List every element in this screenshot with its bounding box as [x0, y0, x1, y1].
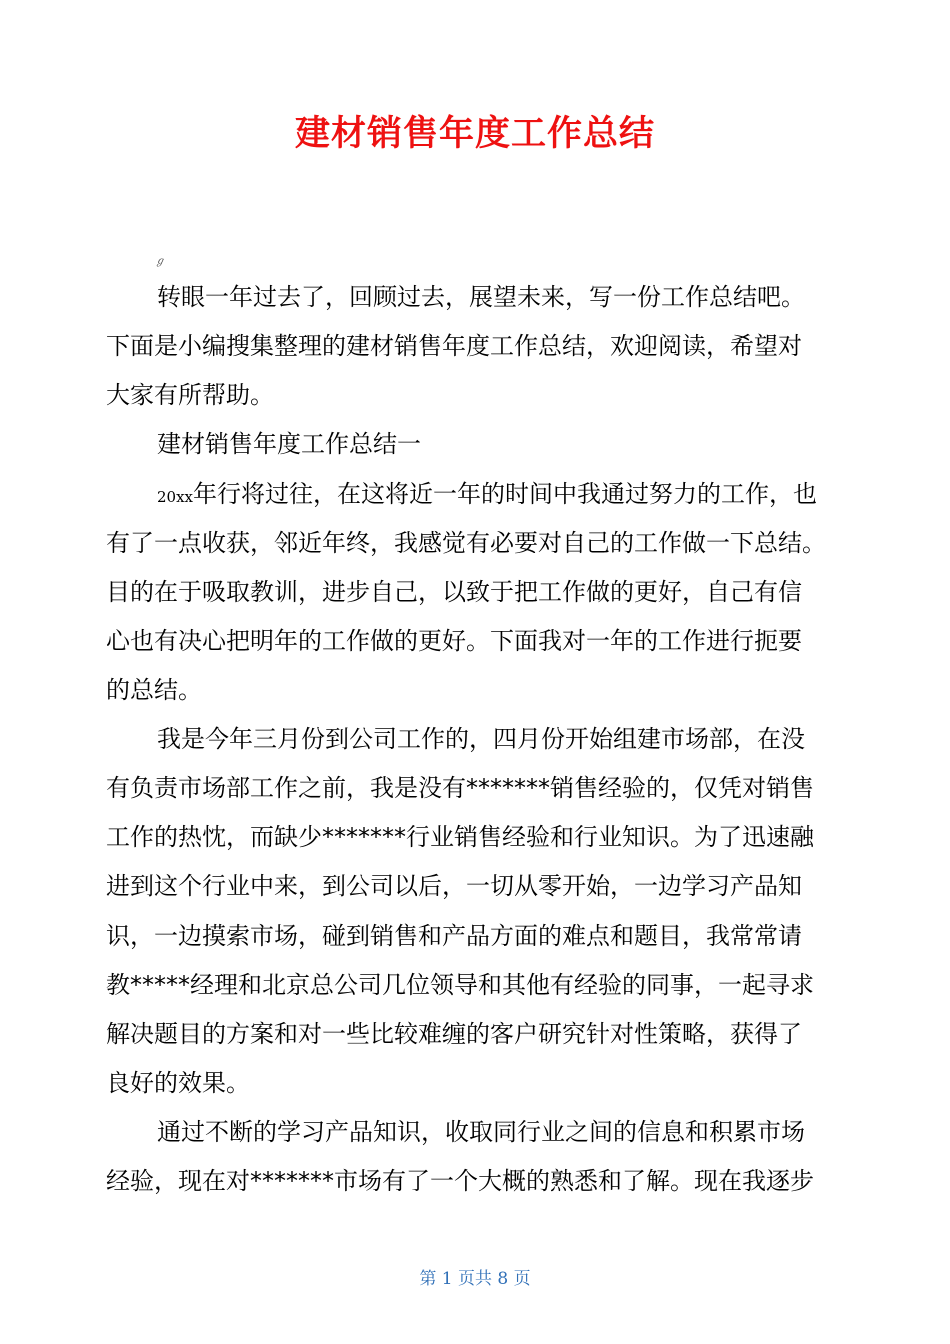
para1-line-4: 心也有决心把明年的工作做的更好。下面我对一年的工作进行扼要	[106, 627, 802, 655]
para2-line-5: 识，一边摸索市场，碰到销售和产品方面的难点和题目，我常常请	[106, 922, 802, 950]
document-title: 建材销售年度工作总结	[294, 114, 655, 154]
intro-line-3: 大家有所帮助。	[106, 381, 274, 409]
margin-mark: ℊ	[155, 256, 165, 267]
para1-line-2: 有了一点收获，邻近年终，我感觉有必要对自己的工作做一下总结。	[106, 529, 826, 557]
page-footer: 第 1 页共 8 页	[419, 1269, 531, 1289]
para2-line-3: 工作的热忱，而缺少*******行业销售经验和行业知识。为了迅速融	[106, 823, 814, 851]
intro-line-2: 下面是小编搜集整理的建材销售年度工作总结，欢迎阅读，希望对	[106, 332, 802, 360]
para2-line-4: 进到这个行业中来，到公司以后，一切从零开始，一边学习产品知	[106, 872, 802, 900]
section-heading: 建材销售年度工作总结一	[157, 430, 421, 458]
para2-line-6: 教*****经理和北京总公司几位领导和其他有经验的同事，一起寻求	[106, 971, 814, 999]
para1-line-1-text: 年行将过往，在这将近一年的时间中我通过努力的工作，也	[193, 480, 818, 508]
para2-line-1: 我是今年三月份到公司工作的，四月份开始组建市场部，在没	[157, 725, 805, 753]
para1-line-1	[157, 478, 817, 513]
para3-line-1: 通过不断的学习产品知识，收取同行业之间的信息和积累市场	[157, 1118, 805, 1146]
para2-line-7: 解决题目的方案和对一些比较难缠的客户研究针对性策略，获得了	[106, 1020, 802, 1048]
para2-line-8: 良好的效果。	[106, 1069, 250, 1097]
para2-line-2: 有负责市场部工作之前，我是没有*******销售经验的，仅凭对销售	[106, 774, 814, 802]
para1-line-3: 目的在于吸取教训，进步自己，以致于把工作做的更好，自己有信	[106, 578, 802, 606]
para1-line-5: 的总结。	[106, 676, 202, 704]
intro-line-1: 转眼一年过去了，回顾过去，展望未来，写一份工作总结吧。	[157, 283, 805, 311]
para3-line-2: 经验，现在对*******市场有了一个大概的熟悉和了解。现在我逐步	[106, 1167, 814, 1195]
para1-year: 20xx	[157, 488, 194, 506]
